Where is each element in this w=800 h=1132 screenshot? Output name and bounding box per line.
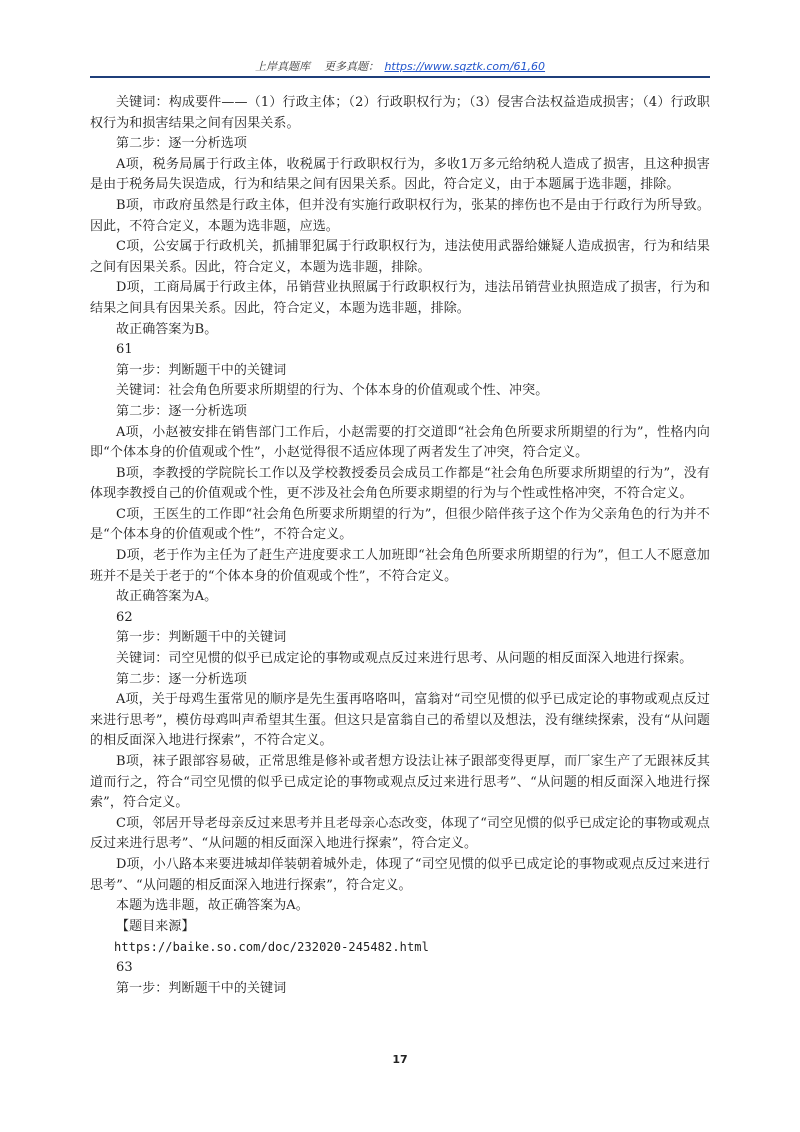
paragraph: 第二步：逐一分析选项 bbox=[116, 403, 248, 419]
page-header bbox=[90, 58, 710, 74]
paragraph: C项，王医生的工作即“社会角色所要求所期望的行为”，但很少陪伴孩子这个作为父亲角色的行为并不是“个体本身的价值观或个性”，不符合定义。 bbox=[90, 506, 710, 543]
page-number: 17 bbox=[392, 1053, 408, 1066]
paragraph: B项，李教授的学院院长工作以及学校教授委员会成员工作都是“社会角色所要求所期望的行为”，没有体现李教授自己的价值观或个性，更不涉及社会角色所要求期望的行为与个性或性格冲突，不符合定义。 bbox=[90, 465, 710, 502]
paragraph: C项，公安属于行政机关，抓捕罪犯属于行政职权行为，违法使用武器给嫌疑人造成损害，行为和结果之间有因果关系。因此，符合定义，本题为选非题，排除。 bbox=[90, 239, 710, 275]
paragraph: 关键词：构成要件——（1）行政主体；（2）行政职权行为；（3）侵害合法权益造成损害；（4）行政职权行为和损害结果之间有因果关系。 bbox=[90, 95, 710, 131]
question-number: 63 bbox=[116, 959, 133, 975]
paragraph: C项，邻居开导老母亲反过来思考并且老母亲心态改变，体现了“司空见惯的似乎已成定论的事物或观点反过来进行思考”、“从问题的相反面深入地进行探索”，符合定义。 bbox=[90, 815, 710, 852]
paragraph: 第一步：判断题干中的关键词 bbox=[116, 362, 287, 378]
question-number: 61 bbox=[116, 342, 133, 358]
paragraph: B项，市政府虽然是行政主体，但并没有实施行政职权行为，张某的摔伤也不是由于行政行为所导致。因此，不符合定义，本题为选非题，应选。 bbox=[90, 197, 710, 234]
source-heading: 【题目来源】 bbox=[116, 918, 195, 934]
paragraph: 第二步：逐一分析选项 bbox=[116, 671, 248, 687]
header-more-label: 更多真题： bbox=[323, 60, 379, 73]
paragraph: 故正确答案为A。 bbox=[116, 589, 218, 605]
paragraph: A项，税务局属于行政主体，收税属于行政职权行为，多收1万多元给纳税人造成了损害，且这种损害是由于税务局失误造成，行为和结果之间有因果关系。因此，符合定义，由于本题属于选非题，排除。 bbox=[90, 156, 710, 193]
paragraph: 第一步：判断题干中的关键词 bbox=[116, 630, 287, 646]
paragraph: D项，工商局属于行政主体，吊销营业执照属于行政职权行为，违法吊销营业执照造成了损害，行为和结果之间具有因果关系。因此，符合定义，本题为选非题，排除。 bbox=[90, 280, 710, 316]
source-url[interactable]: https://baike.so.com/doc/232020-245482.html bbox=[114, 940, 429, 955]
paragraph: D项，小八路本来要进城却佯装朝着城外走，体现了“司空见惯的似乎已成定论的事物或观点反过来进行思考”、“从问题的相反面深入地进行探索”，符合定义。 bbox=[90, 856, 710, 893]
paragraph: B项，袜子跟部容易破，正常思维是修补或者想方设法让袜子跟部变得更厚，而厂家生产了无跟袜反其道而行之，符合“司空见惯的似乎已成定论的事物或观点反过来进行思考”、“从问题的相反面深入地进行探索”，符合定义。 bbox=[90, 754, 710, 811]
paragraph: 第二步：逐一分析选项 bbox=[116, 136, 248, 152]
header-brand: 上岸真题库 bbox=[254, 60, 310, 73]
paragraph: 关键词：司空见惯的似乎已成定论的事物或观点反过来进行思考、从问题的相反面深入地进行探索。 bbox=[116, 651, 693, 667]
paragraph: A项，关于母鸡生蛋常见的顺序是先生蛋再咯咯叫，富翁对“司空见惯的似乎已成定论的事物或观点反过来进行思考”，模仿母鸡叫声希望其生蛋。但这只是富翁自己的希望以及想法，没有继续探索，没有“从问题的相反面深入地进行探索”，不符合定义。 bbox=[90, 692, 710, 749]
paragraph: D项，老于作为主任为了赶生产进度要求工人加班即“社会角色所要求所期望的行为”，但工人不愿意加班并不是关于老于的“个体本身的价值观或个性”，不符合定义。 bbox=[90, 548, 710, 584]
paragraph: 本题为选非题，故正确答案为A。 bbox=[116, 898, 309, 914]
header-url-link[interactable]: https://www.sqztk.com/61,60 bbox=[384, 60, 546, 73]
header-divider bbox=[90, 76, 710, 78]
paragraph: 故正确答案为B。 bbox=[116, 321, 218, 337]
document-body bbox=[90, 93, 710, 999]
paragraph: 第一步：判断题干中的关键词 bbox=[116, 980, 287, 996]
paragraph: A项，小赵被安排在销售部门工作后，小赵需要的打交道即“社会角色所要求所期望的行为”，性格内向即“个体本身的价值观或个性”，小赵觉得很不适应体现了两者发生了冲突，符合定义。 bbox=[90, 424, 710, 461]
question-number: 62 bbox=[116, 609, 133, 625]
paragraph: 关键词：社会角色所要求所期望的行为、个体本身的价值观或个性、冲突。 bbox=[116, 383, 549, 399]
